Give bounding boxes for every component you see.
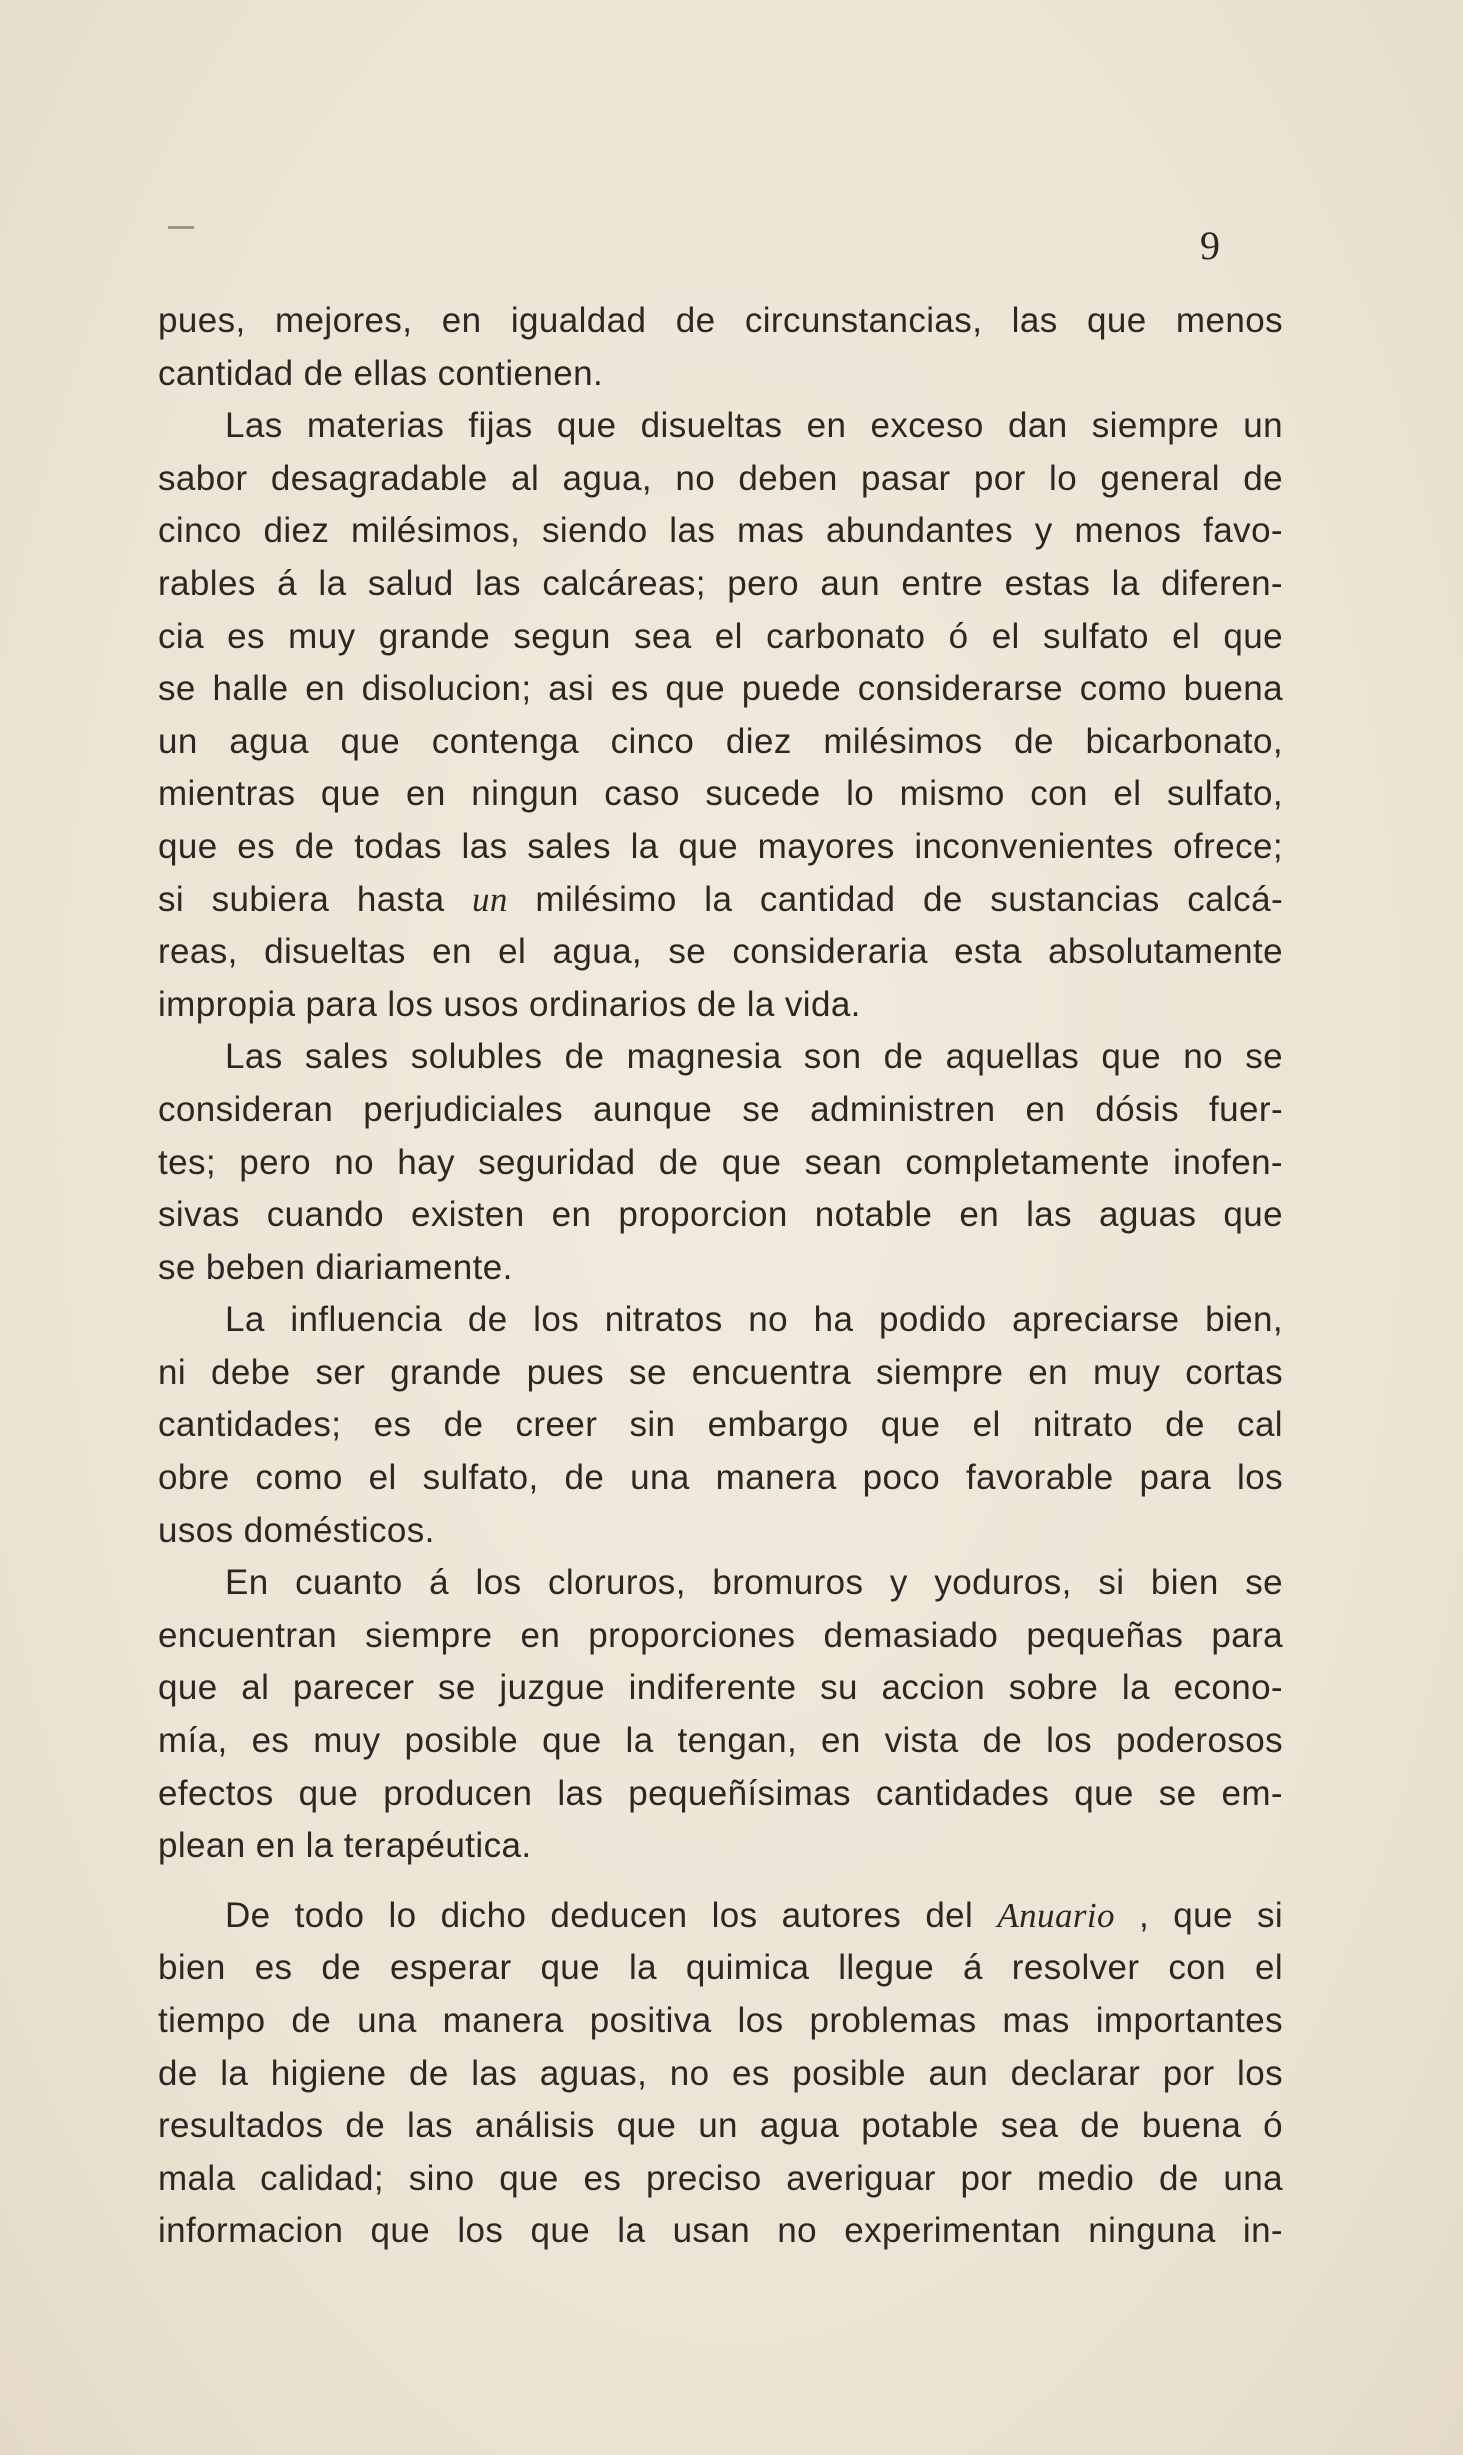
italic-word: un [472,879,508,919]
text-line: La influencia de los nitratos no ha podido apreciarse bien, [225,1300,1283,1340]
italic-word: Anuario [997,1895,1115,1935]
text-segment: milésimo la cantidad de sustancias calcá- [535,879,1283,919]
text-segment: , que si [1139,1895,1284,1935]
text-line: sivas cuando existen en proporcion notable en las aguas que [158,1195,1283,1235]
text-line: de la higiene de las aguas, no es posible aun declarar por los [158,2053,1283,2093]
text-line: cinco diez milésimos, siendo las mas abundantes y menos favo- [158,511,1283,551]
paragraph-3 [158,1031,1283,1294]
text-line: bien es de esperar que la quimica llegue á resolver con el [158,1948,1283,1988]
text-line: impropia para los usos ordinarios de la vida. [158,984,861,1024]
text-line: cia es muy grande segun sea el carbonato ó el sulfato el que [158,616,1283,656]
paragraph-6 [158,1890,1283,2258]
text-line: resultados de las análisis que un agua potable sea de buena ó [158,2106,1283,2146]
page-number: 9 [1200,223,1220,268]
text-line: que es de todas las sales la que mayores inconvenientes ofrece; [158,826,1283,866]
paragraph-gap [158,1873,1283,1890]
paragraph-5 [158,1557,1283,1873]
text-line: mientras que en ningun caso sucede lo mismo con el sulfato, [158,774,1283,814]
text-line: Las materias fijas que disueltas en exceso dan siempre un [225,406,1283,446]
text-line: Las sales solubles de magnesia son de aquellas que no se [225,1037,1283,1077]
text-line: pues, mejores, en igualdad de circunstancias, las que menos [158,301,1283,340]
body-text [158,295,1283,2258]
text-line: reas, disueltas en el agua, se consideraria esta absolutamente [158,932,1283,972]
text-line: encuentran siempre en proporciones demasiado pequeñas para [158,1615,1283,1655]
text-line: tiempo de una manera positiva los problemas mas importantes [158,2001,1283,2040]
text-line: sabor desagradable al agua, no deben pasar por lo general de [158,458,1283,498]
text-segment: si subiera hasta [158,879,445,919]
text-line: se beben diariamente. [158,1247,513,1287]
paragraph-1 [158,295,1283,400]
text-line: usos domésticos. [158,1510,435,1550]
text-segment: De todo lo dicho deducen los autores del [225,1895,974,1935]
text-line: informacion que los que la usan no experimentan ninguna in- [158,2211,1283,2251]
text-line-with-italic [158,1890,1283,1943]
text-line: efectos que producen las pequeñísimas cantidades que se em- [158,1773,1283,1813]
text-line: ni debe ser grande pues se encuentra siempre en muy cortas [158,1352,1283,1392]
text-line: mala calidad; sino que es preciso averiguar por medio de una [158,2158,1283,2198]
text-line: mía, es muy posible que la tengan, en vista de los poderosos [158,1721,1283,1761]
text-line: que al parecer se juzgue indiferente su accion sobre la econo- [158,1668,1283,1708]
text-line: En cuanto á los cloruros, bromuros y yoduros, si bien se [225,1563,1283,1603]
text-line: cantidades; es de creer sin embargo que el nitrato de cal [158,1405,1283,1445]
paragraph-4 [158,1294,1283,1557]
text-line-with-italic [158,874,1283,927]
text-line: consideran perjudiciales aunque se administren en dósis fuer- [158,1089,1283,1129]
text-line: obre como el sulfato, de una manera poco favorable para los [158,1458,1283,1498]
text-line: tes; pero no hay seguridad de que sean completamente inofen- [158,1142,1283,1182]
text-line: cantidad de ellas contienen. [158,353,604,393]
text-line: un agua que contenga cinco diez milésimos de bicarbonato, [158,721,1283,761]
text-line: rables á la salud las calcáreas; pero aun entre estas la diferen- [158,563,1283,603]
header-mark [168,226,194,229]
paragraph-2 [158,400,1283,1031]
text-line: plean en la terapéutica. [158,1826,532,1866]
text-line: se halle en disolucion; asi es que puede considerarse como buena [158,669,1283,709]
